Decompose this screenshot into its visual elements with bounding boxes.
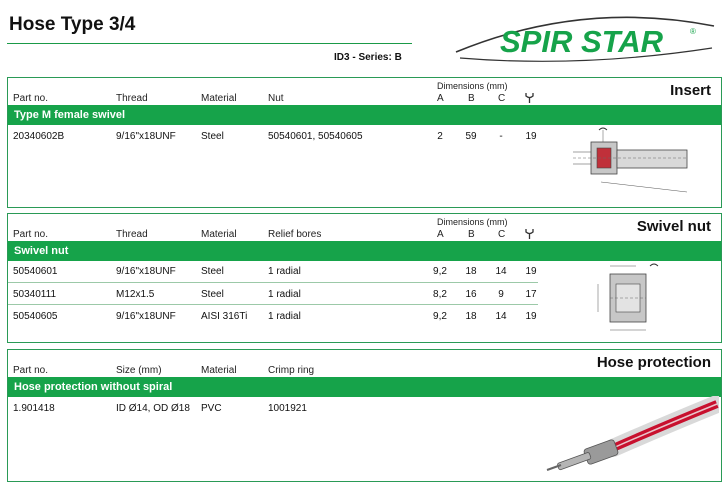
insert-material: Steel	[201, 131, 224, 142]
swivel-row1-b: 18	[465, 266, 477, 277]
swivel-nut-drawing	[588, 258, 668, 338]
col-material: Material	[201, 365, 237, 376]
swivel-row3-a: 9,2	[433, 311, 447, 322]
swivel-row3-b: 18	[465, 311, 477, 322]
protection-part-no: 1.901418	[13, 403, 55, 414]
protection-material: PVC	[201, 403, 222, 414]
col-c: C	[498, 229, 506, 240]
swivel-row3-c: 14	[495, 311, 507, 322]
logo-reg: ®	[690, 27, 696, 36]
insert-wrench: 19	[525, 131, 537, 142]
col-relief-bores: Relief bores	[268, 229, 322, 240]
insert-section-title: Insert	[670, 82, 711, 99]
protection-section-title: Hose protection	[596, 354, 711, 371]
swivel-row2-thread: M12x1.5	[116, 289, 155, 300]
swivel-band: Swivel nut	[8, 241, 721, 261]
protection-crimp: 1001921	[268, 403, 307, 414]
wrench-icon	[524, 228, 535, 240]
insert-a: 2	[437, 131, 443, 142]
swivel-row2-relief: 1 radial	[268, 289, 301, 300]
col-c: C	[498, 93, 506, 104]
insert-thread: 9/16"x18UNF	[116, 131, 176, 142]
swivel-row2-c: 9	[498, 289, 504, 300]
col-thread: Thread	[116, 229, 148, 240]
insert-section	[7, 77, 722, 208]
col-part-no: Part no.	[13, 93, 49, 104]
col-material: Material	[201, 229, 237, 240]
title-rule	[7, 43, 412, 44]
wrench-icon	[524, 92, 535, 104]
col-a: A	[437, 229, 444, 240]
page-title: Hose Type 3/4	[9, 14, 136, 35]
col-b: B	[468, 229, 475, 240]
spir-star-logo	[452, 8, 720, 70]
insert-band: Type M female swivel	[8, 105, 721, 125]
col-b: B	[468, 93, 475, 104]
col-material: Material	[201, 93, 237, 104]
swivel-row2-material: Steel	[201, 289, 224, 300]
col-part-no: Part no.	[13, 229, 49, 240]
insert-b: 59	[465, 131, 477, 142]
col-part-no: Part no.	[13, 365, 49, 376]
insert-nut: 50540601, 50540605	[268, 131, 363, 142]
swivel-row2-part-no: 50340111	[13, 289, 57, 300]
col-nut: Nut	[268, 93, 284, 104]
swivel-row1-material: Steel	[201, 266, 224, 277]
protection-band: Hose protection without spiral	[8, 377, 721, 397]
row-divider	[8, 304, 538, 305]
swivel-row1-wrench: 19	[525, 266, 537, 277]
swivel-row3-material: AISI 316Ti	[201, 311, 248, 322]
swivel-row3-wrench: 19	[525, 311, 537, 322]
logo-text: SPIR STAR	[500, 24, 664, 59]
id-series: ID3 - Series: B	[334, 52, 402, 63]
swivel-row2-a: 8,2	[433, 289, 447, 300]
swivel-section-title: Swivel nut	[636, 218, 711, 235]
swivel-row3-relief: 1 radial	[268, 311, 301, 322]
col-crimp-ring: Crimp ring	[268, 365, 315, 376]
row-divider	[8, 282, 538, 283]
swivel-row1-thread: 9/16"x18UNF	[116, 266, 176, 277]
swivel-row1-part-no: 50540601	[13, 266, 58, 277]
dimensions-label: Dimensions (mm)	[437, 217, 508, 227]
swivel-row2-wrench: 17	[525, 289, 537, 300]
insert-c: -	[499, 131, 503, 142]
dimensions-label: Dimensions (mm)	[437, 81, 508, 91]
swivel-row3-thread: 9/16"x18UNF	[116, 311, 176, 322]
hose-image	[543, 396, 719, 478]
swivel-row1-c: 14	[495, 266, 507, 277]
protection-section	[7, 349, 722, 482]
col-a: A	[437, 93, 444, 104]
insert-drawing	[563, 122, 693, 202]
swivel-row1-relief: 1 radial	[268, 266, 301, 277]
swivel-section	[7, 213, 722, 343]
swivel-row3-part-no: 50540605	[13, 311, 58, 322]
protection-size: ID Ø14, OD Ø18	[116, 403, 190, 414]
swivel-row2-b: 16	[465, 289, 477, 300]
col-size: Size (mm)	[116, 365, 162, 376]
col-thread: Thread	[116, 93, 148, 104]
insert-part-no: 20340602B	[13, 131, 65, 142]
swivel-row1-a: 9,2	[433, 266, 447, 277]
